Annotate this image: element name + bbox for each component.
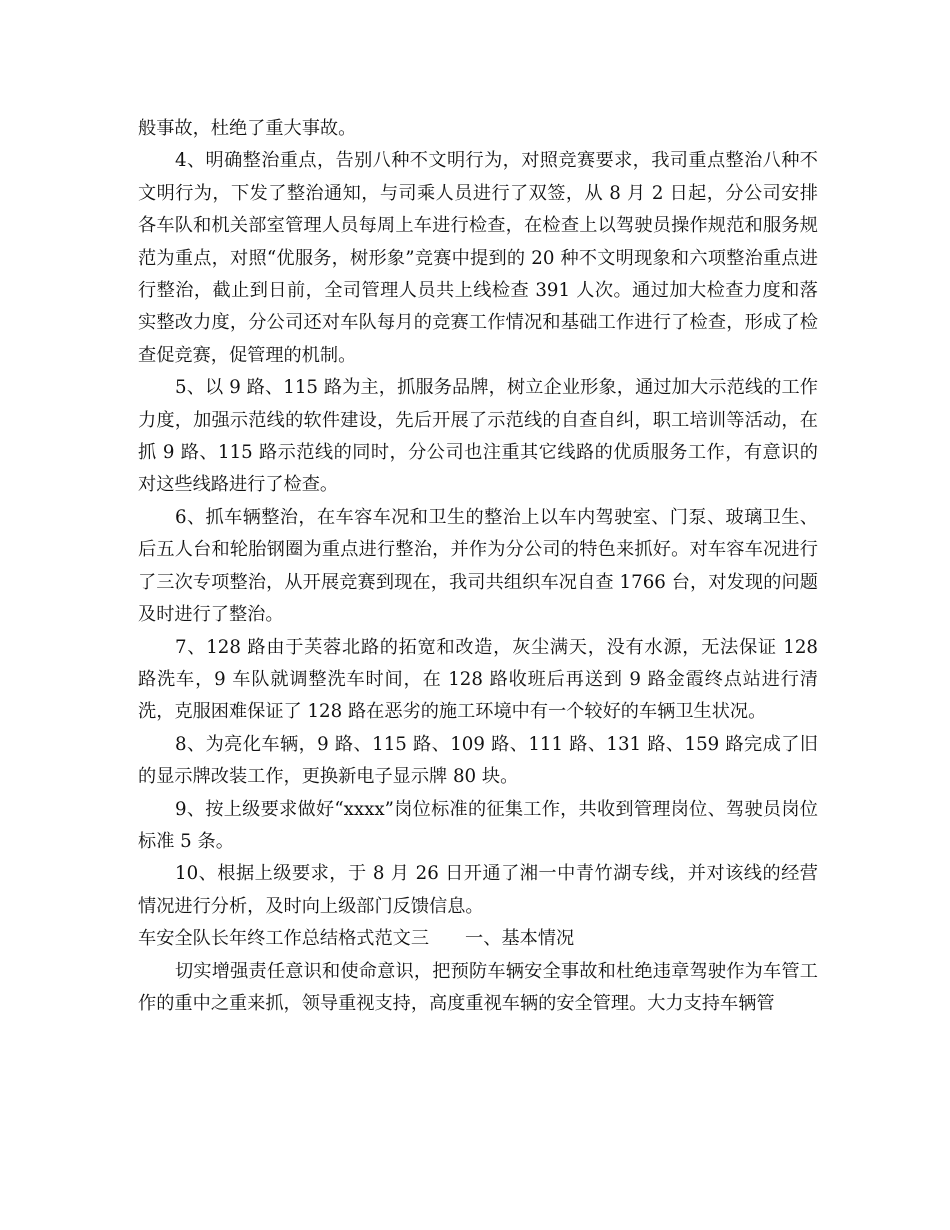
paragraph-item-10: 10、根据上级要求，于 8 月 26 日开通了湘一中青竹湖专线，并对该线的经营情况进行分析，及时向上级部门反馈信息。 [138, 863, 818, 917]
paragraph-item-6: 6、抓车辆整治，在车容车况和卫生的整治上以车内驾驶室、门泵、玻璃卫生、后五人台和轮胎钢圈为重点进行整治，并作为分公司的特色来抓好。对车容车况进行了三次专项整治，从开展竞赛到现在，我司共组织车况自查 1766 台，对发现的问题及时进行了整治。 [138, 506, 818, 626]
paragraph-continuation: 般事故，杜绝了重大事故。 [138, 118, 357, 139]
document-body [138, 113, 818, 1020]
paragraph-basic-situation: 切实增强责任意识和使命意识，把预防车辆安全事故和杜绝违章驾驶作为车管工作的重中之重来抓，领导重视支持，高度重视车辆的安全管理。大力支持车辆管 [138, 960, 818, 1014]
paragraph-item-7: 7、128 路由于芙蓉北路的拓宽和改造，灰尘满天，没有水源，无法保证 128 路洗车，9 车队就调整洗车时间，在 128 路收班后再送到 9 路金霞终点站进行清洗，克服困难保证了 128 路在恶劣的施工环境中有一个较好的车辆卫生状况。 [138, 636, 818, 723]
section-heading [138, 923, 818, 955]
section-title: 一、基本情况 [465, 928, 575, 950]
paragraph-item-9: 9、按上级要求做好“xxxx”岗位标准的征集工作，共收到管理岗位、驾驶员岗位标准 5 条。 [138, 798, 818, 852]
document-title: 车安全队长年终工作总结格式范文三 [138, 928, 430, 950]
paragraph-item-4: 4、明确整治重点，告别八种不文明行为，对照竞赛要求，我司重点整治八种不文明行为，下发了整治通知，与司乘人员进行了双签，从 8 月 2 日起，分公司安排各车队和机关部室管理人员每周上车进行检查，在检查上以驾驶员操作规范和服务规范为重点，对照“优服务，树形象”竞赛中提到的 20 种不文明现象和六项整治重点进行整治，截止到日前，全司管理人员共上线检查 391 人次。通过加大检查力度和落实整改力度，分公司还对车队每月的竞赛工作情况和基础工作进行了检查，形成了检查促竞赛，促管理的机制。 [138, 150, 818, 366]
paragraph-item-8: 8、为亮化车辆，9 路、115 路、109 路、111 路、131 路、159 路完成了旧的显示牌改装工作，更换新电子显示牌 80 块。 [138, 733, 818, 788]
paragraph-item-5: 5、以 9 路、115 路为主，抓服务品牌，树立企业形象，通过加大示范线的工作力度，加强示范线的软件建设，先后开展了示范线的自查自纠，职工培训等活动，在抓 9 路、115 路示范线的同时，分公司也注重其它线路的优质服务工作，有意识的对这些线路进行了检查。 [138, 377, 818, 496]
